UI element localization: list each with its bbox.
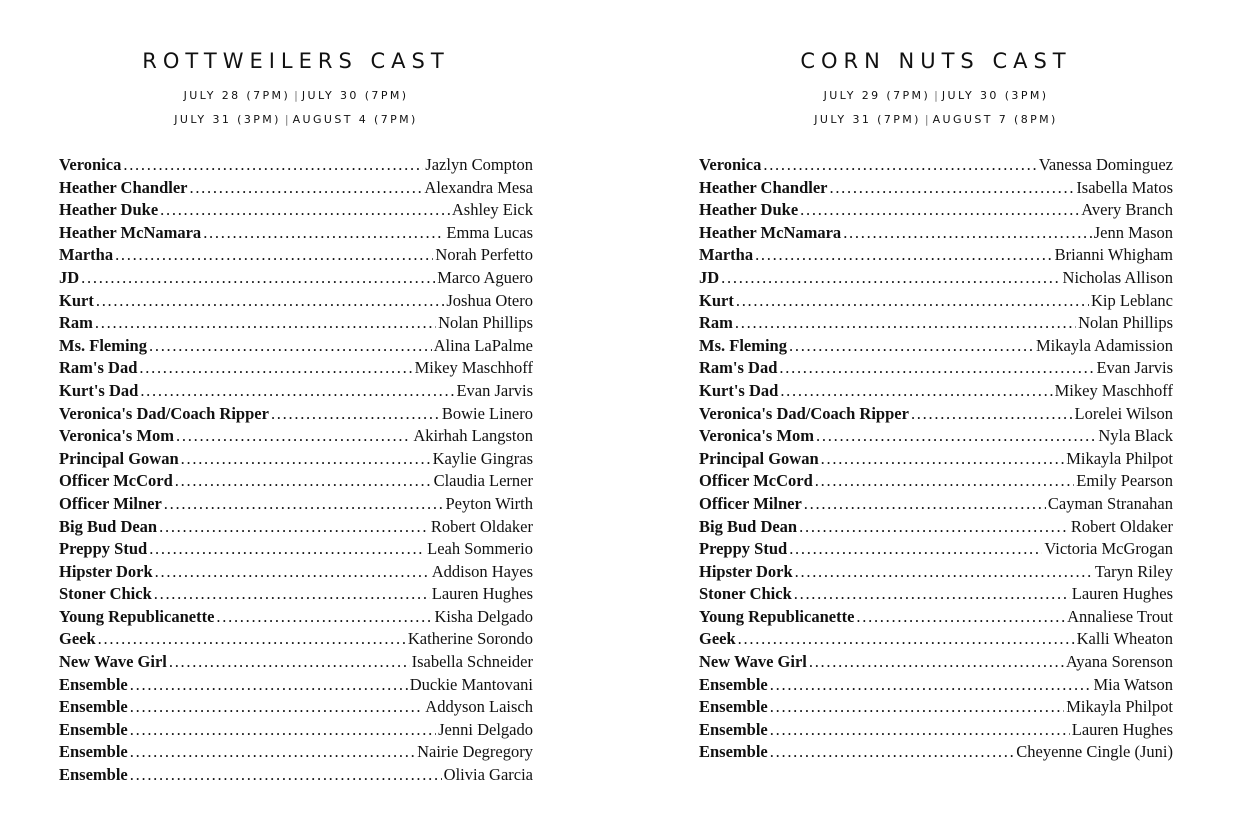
actor-name: Lauren Hughes <box>1071 584 1173 604</box>
dot-leader <box>755 244 1053 266</box>
dot-leader <box>789 538 1042 560</box>
role-name: Big Bud Dean <box>59 516 158 536</box>
date-separator: | <box>294 89 298 102</box>
role-name: Officer McCord <box>699 471 813 491</box>
actor-name: Alexandra Mesa <box>424 177 533 197</box>
role-name: Ms. Fleming <box>59 335 147 355</box>
actor-name: Akirhah Langston <box>413 426 533 446</box>
cast-row <box>699 199 1173 222</box>
dot-leader <box>721 267 1060 289</box>
dot-leader <box>189 177 422 199</box>
cast-row <box>699 470 1173 493</box>
role-name: Ensemble <box>699 674 768 694</box>
role-name: Ram's Dad <box>59 358 138 378</box>
actor-name: Isabella Matos <box>1076 177 1173 197</box>
role-name: Young Republicanette <box>699 606 855 626</box>
role-name: Ram's Dad <box>699 358 778 378</box>
actor-name: Emma Lucas <box>446 222 533 242</box>
dot-leader <box>176 425 411 447</box>
dot-leader <box>130 741 415 763</box>
cast-row <box>699 177 1173 200</box>
dot-leader <box>799 516 1069 538</box>
date-separator: | <box>284 113 289 126</box>
role-name: Martha <box>699 245 754 265</box>
actor-name: Leah Sommerio <box>427 539 533 559</box>
dot-leader <box>794 583 1070 605</box>
dot-leader <box>149 335 432 357</box>
role-name: Geek <box>699 629 736 649</box>
cast-row <box>59 199 533 222</box>
actor-name: Lauren Hughes <box>1071 719 1173 739</box>
dot-leader <box>95 312 436 334</box>
actor-name: Avery Branch <box>1081 200 1173 220</box>
role-name: Veronica's Mom <box>699 426 815 446</box>
actor-name: Katherine Sorondo <box>407 629 533 649</box>
dot-leader <box>123 154 423 176</box>
cast-row <box>699 583 1173 606</box>
role-name: New Wave Girl <box>699 652 807 672</box>
performance-date: AUGUST 4 (7PM) <box>292 113 418 126</box>
performance-dates-line-2 <box>59 113 533 127</box>
dot-leader <box>98 628 406 650</box>
role-name: Officer McCord <box>59 471 173 491</box>
cast-title: ROTTWEILERS CAST <box>142 49 450 73</box>
role-name: Geek <box>59 629 96 649</box>
role-name: Veronica <box>699 155 762 174</box>
role-name: Principal Gowan <box>59 448 179 468</box>
dot-leader <box>149 538 425 560</box>
cast-row <box>59 425 533 448</box>
cast-row <box>59 674 533 697</box>
cast-row <box>59 244 533 267</box>
role-name: Stoner Chick <box>699 584 792 604</box>
cast-row <box>59 561 533 584</box>
actor-name: Duckie Mantovani <box>409 674 533 694</box>
date-separator: | <box>924 113 929 126</box>
actor-name: Jazlyn Compton <box>425 155 533 174</box>
role-name: Ensemble <box>699 697 768 717</box>
cast-row <box>699 290 1173 313</box>
actor-name: Vanessa Dominguez <box>1038 155 1173 174</box>
cast-row <box>699 696 1173 719</box>
performance-date: JULY 30 (7PM) <box>301 89 409 102</box>
role-name: Veronica's Mom <box>59 426 175 446</box>
dot-leader <box>780 380 1052 402</box>
actor-name: Joshua Otero <box>446 290 533 310</box>
dot-leader <box>736 290 1089 312</box>
cast-row <box>59 267 533 290</box>
dot-leader <box>829 177 1074 199</box>
cast-row <box>59 403 533 426</box>
dot-leader <box>763 154 1036 176</box>
role-name: Young Republicanette <box>59 606 215 626</box>
role-name: Ensemble <box>59 765 128 785</box>
actor-name: Nyla Black <box>1098 426 1173 446</box>
actor-name: Ashley Eick <box>451 200 533 220</box>
dot-leader <box>271 403 440 425</box>
dot-leader <box>154 583 430 605</box>
dot-leader <box>770 674 1092 696</box>
actor-name: Olivia Garcia <box>443 765 533 785</box>
cast-row <box>699 606 1173 629</box>
dot-leader <box>809 651 1064 673</box>
role-name: Heather McNamara <box>699 222 842 242</box>
cast-row <box>59 154 533 177</box>
actor-name: Evan Jarvis <box>456 380 533 400</box>
actor-name: Mikayla Adamission <box>1035 335 1173 355</box>
actor-name: Marco Aguero <box>437 267 533 287</box>
actor-name: Annaliese Trout <box>1067 606 1173 626</box>
dot-leader <box>911 403 1073 425</box>
dot-leader <box>843 222 1092 244</box>
actor-name: Mikayla Philpot <box>1066 448 1173 468</box>
role-name: Preppy Stud <box>59 539 148 559</box>
actor-name: Victoria McGrogan <box>1044 539 1173 559</box>
performance-date: JULY 28 (7PM) <box>183 89 291 102</box>
actor-name: Ayana Sorenson <box>1065 652 1173 672</box>
actor-name: Kaylie Gingras <box>432 448 533 468</box>
role-name: JD <box>59 267 80 287</box>
actor-name: Lorelei Wilson <box>1074 403 1173 423</box>
dot-leader <box>779 357 1094 379</box>
cast-row <box>59 357 533 380</box>
actor-name: Bowie Linero <box>441 403 533 423</box>
role-name: JD <box>699 267 720 287</box>
role-name: Veronica <box>59 155 122 174</box>
dot-leader <box>789 335 1034 357</box>
role-name: Big Bud Dean <box>699 516 798 536</box>
actor-name: Mikayla Philpot <box>1066 697 1173 717</box>
actor-name: Kalli Wheaton <box>1076 629 1173 649</box>
role-name: Heather McNamara <box>59 222 202 242</box>
cast-row <box>699 267 1173 290</box>
cast-row <box>699 425 1173 448</box>
actor-name: Norah Perfetto <box>435 245 533 265</box>
role-name: Ensemble <box>699 742 768 762</box>
dot-leader <box>821 448 1065 470</box>
role-name: Ensemble <box>59 697 128 717</box>
dot-leader <box>164 493 444 515</box>
cast-row <box>59 222 533 245</box>
dot-leader <box>130 764 442 786</box>
performance-date: JULY 31 (7PM) <box>814 113 921 126</box>
cast-row <box>59 290 533 313</box>
role-name: Preppy Stud <box>699 539 788 559</box>
cast-title: CORN NUTS CAST <box>800 49 1072 73</box>
performance-dates-line-2 <box>699 113 1173 127</box>
role-name: Ensemble <box>59 742 128 762</box>
cast-row <box>59 606 533 629</box>
dot-leader <box>770 719 1070 741</box>
dot-leader <box>856 606 1065 628</box>
dot-leader <box>203 222 444 244</box>
cast-row <box>59 741 533 764</box>
performance-date: JULY 29 (7PM) <box>823 89 931 102</box>
role-name: Officer Milner <box>59 493 162 513</box>
dot-leader <box>795 561 1093 583</box>
actor-name: Mia Watson <box>1093 674 1173 694</box>
dot-leader <box>81 267 435 289</box>
cast-row <box>59 177 533 200</box>
role-name: Martha <box>59 245 114 265</box>
dot-leader <box>169 651 410 673</box>
role-name: Ram <box>59 313 93 333</box>
cast-row <box>59 764 533 787</box>
actor-name: Addyson Laisch <box>425 697 533 717</box>
cast-row <box>59 493 533 516</box>
actor-name: Kip Leblanc <box>1090 290 1173 310</box>
cast-row <box>59 538 533 561</box>
cast-row <box>59 335 533 358</box>
performance-dates-line-1 <box>699 89 1173 103</box>
cast-row <box>699 403 1173 426</box>
actor-name: Taryn Riley <box>1094 561 1173 581</box>
cast-row <box>59 312 533 335</box>
dot-leader <box>815 470 1075 492</box>
actor-name: Addison Hayes <box>431 561 533 581</box>
cast-row <box>699 154 1173 177</box>
dot-leader <box>735 312 1076 334</box>
cast-row <box>699 628 1173 651</box>
role-name: Ensemble <box>699 719 768 739</box>
cast-row <box>59 719 533 742</box>
role-list <box>699 154 1173 764</box>
role-name: Kurt <box>699 290 734 310</box>
actor-name: Robert Oldaker <box>430 516 533 536</box>
performance-date: JULY 30 (3PM) <box>941 89 1049 102</box>
cast-row <box>699 493 1173 516</box>
dot-leader <box>130 696 424 718</box>
dot-leader <box>816 425 1096 447</box>
role-list <box>59 154 533 787</box>
actor-name: Cheyenne Cingle (Juni) <box>1016 742 1173 762</box>
cast-row <box>699 357 1173 380</box>
actor-name: Nicholas Allison <box>1062 267 1173 287</box>
date-separator: | <box>934 89 938 102</box>
role-name: New Wave Girl <box>59 652 167 672</box>
cast-row <box>699 561 1173 584</box>
dot-leader <box>96 290 445 312</box>
role-name: Hipster Dork <box>699 561 793 581</box>
role-name: Heather Duke <box>699 200 799 220</box>
cast-row <box>59 470 533 493</box>
actor-name: Jenni Delgado <box>438 719 533 739</box>
cast-row <box>699 674 1173 697</box>
cast-row <box>699 719 1173 742</box>
actor-name: Emily Pearson <box>1076 471 1173 491</box>
actor-name: Robert Oldaker <box>1070 516 1173 536</box>
role-name: Officer Milner <box>699 493 802 513</box>
actor-name: Jenn Mason <box>1093 222 1173 242</box>
dot-leader <box>130 674 408 696</box>
cast-row <box>699 448 1173 471</box>
role-name: Ensemble <box>59 674 128 694</box>
cast-row <box>699 516 1173 539</box>
role-name: Veronica's Dad/Coach Ripper <box>59 403 269 423</box>
dot-leader <box>140 380 454 402</box>
cast-row <box>59 628 533 651</box>
role-name: Kurt <box>59 290 94 310</box>
dot-leader <box>130 719 436 741</box>
actor-name: Kisha Delgado <box>434 606 533 626</box>
dot-leader <box>159 516 429 538</box>
dot-leader <box>155 561 430 583</box>
role-name: Ms. Fleming <box>699 335 787 355</box>
role-name: Heather Chandler <box>699 177 828 197</box>
performance-dates-line-1 <box>59 89 533 103</box>
actor-name: Evan Jarvis <box>1096 358 1173 378</box>
cast-row <box>59 696 533 719</box>
role-name: Kurt's Dad <box>699 380 779 400</box>
cast-row <box>59 380 533 403</box>
cast-row <box>699 222 1173 245</box>
role-name: Heather Chandler <box>59 177 188 197</box>
actor-name: Isabella Schneider <box>411 652 533 672</box>
role-name: Stoner Chick <box>59 584 152 604</box>
dot-leader <box>115 244 433 266</box>
cast-row <box>699 741 1173 764</box>
dot-leader <box>770 696 1064 718</box>
dot-leader <box>770 741 1015 763</box>
cast-row <box>59 516 533 539</box>
actor-name: Cayman Stranahan <box>1047 493 1173 513</box>
performance-date: AUGUST 7 (8PM) <box>932 113 1058 126</box>
dot-leader <box>738 628 1075 650</box>
actor-name: Lauren Hughes <box>431 584 533 604</box>
actor-name: Brianni Whigham <box>1054 245 1173 265</box>
actor-name: Nairie Degregory <box>417 742 533 762</box>
cast-row <box>59 651 533 674</box>
role-name: Veronica's Dad/Coach Ripper <box>699 403 909 423</box>
cast-row <box>699 538 1173 561</box>
role-name: Heather Duke <box>59 200 159 220</box>
actor-name: Nolan Phillips <box>1078 313 1173 333</box>
role-name: Principal Gowan <box>699 448 819 468</box>
cast-row <box>699 244 1173 267</box>
dot-leader <box>216 606 432 628</box>
actor-name: Nolan Phillips <box>438 313 533 333</box>
cast-row <box>699 651 1173 674</box>
dot-leader <box>175 470 432 492</box>
role-name: Ensemble <box>59 719 128 739</box>
dot-leader <box>160 199 450 221</box>
role-name: Hipster Dork <box>59 561 153 581</box>
actor-name: Claudia Lerner <box>433 471 533 491</box>
role-name: Ram <box>699 313 733 333</box>
actor-name: Peyton Wirth <box>445 493 533 513</box>
actor-name: Alina LaPalme <box>433 335 533 355</box>
dot-leader <box>181 448 431 470</box>
cast-row <box>699 312 1173 335</box>
cast-row <box>699 380 1173 403</box>
performance-date: JULY 31 (3PM) <box>174 113 281 126</box>
cast-row <box>59 583 533 606</box>
actor-name: Mikey Maschhoff <box>414 358 533 378</box>
role-name: Kurt's Dad <box>59 380 139 400</box>
cast-row <box>699 335 1173 358</box>
actor-name: Mikey Maschhoff <box>1054 380 1173 400</box>
dot-leader <box>804 493 1046 515</box>
dot-leader <box>800 199 1079 221</box>
cast-row <box>59 448 533 471</box>
dot-leader <box>139 357 412 379</box>
